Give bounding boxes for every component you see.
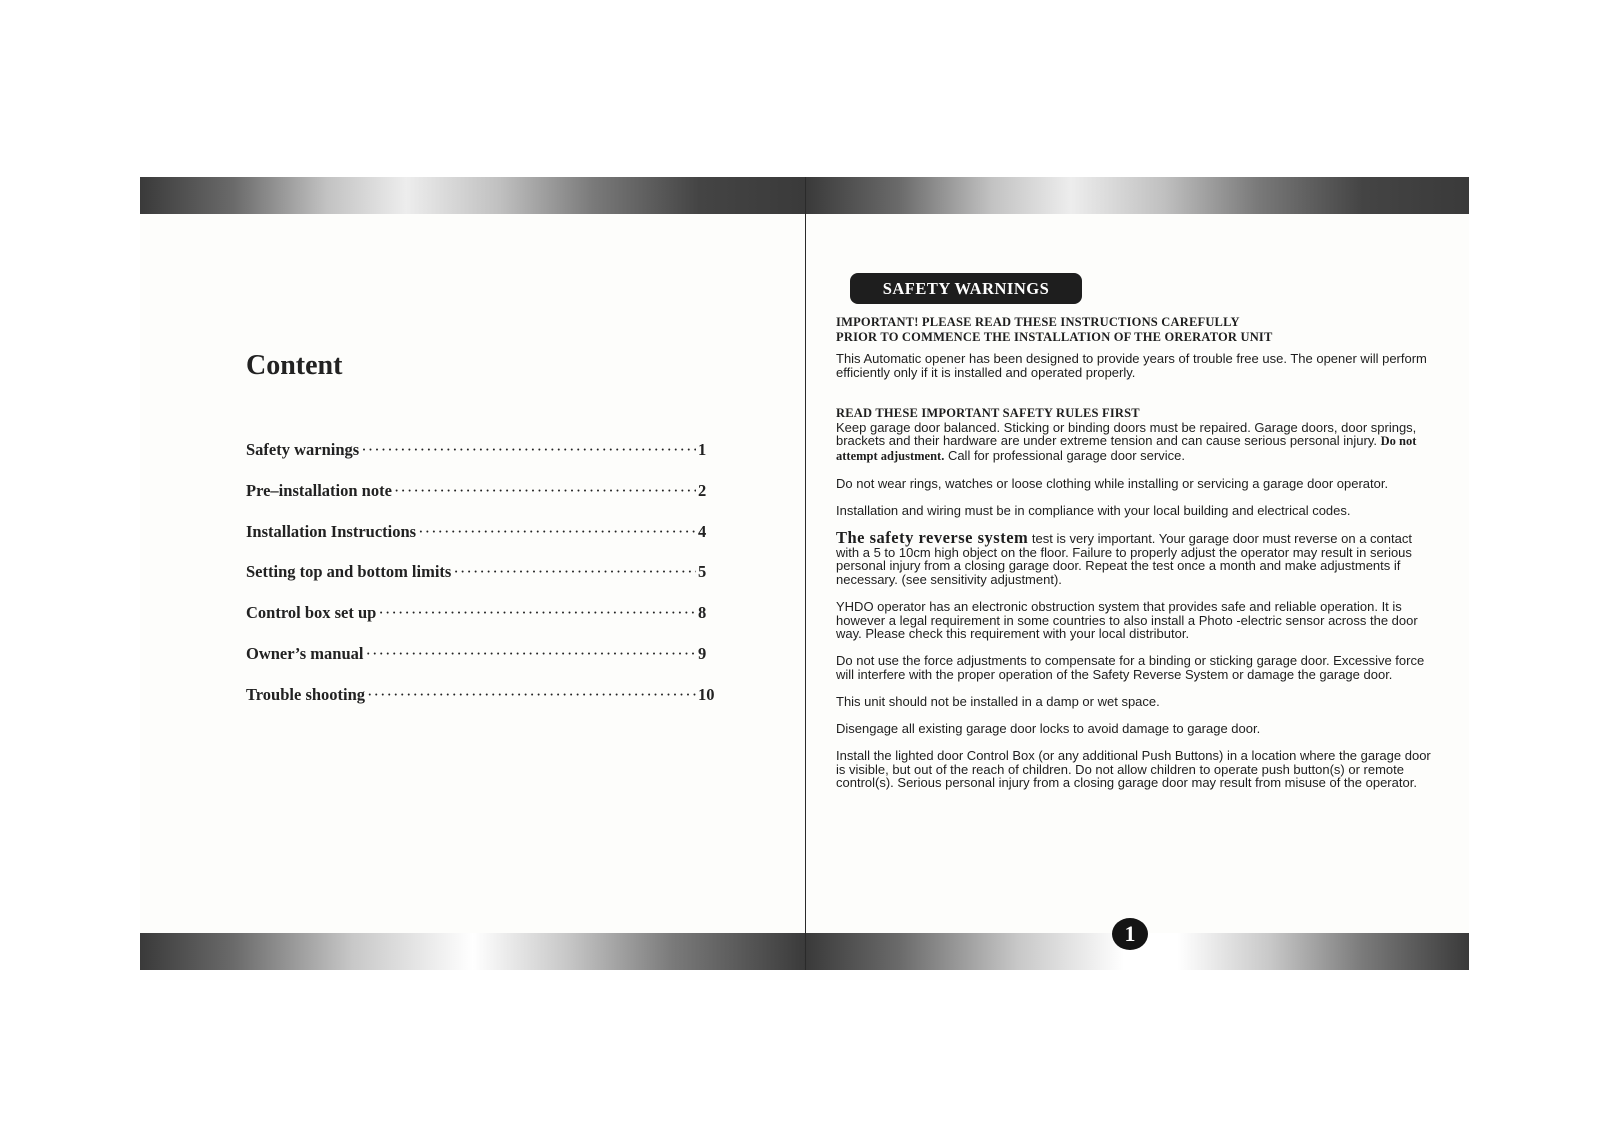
toc-item-label: Installation Instructions (246, 521, 417, 541)
important-notice-line2: PRIOR TO COMMENCE THE INSTALLATION OF THE ORERATOR UNIT (836, 329, 1273, 344)
header-band-right (806, 177, 1469, 214)
toc-item-label: Safety warnings (246, 440, 360, 459)
paragraph-text: Keep garage door balanced. Sticking or binding doors must be repaired. Garage doors, door springs, brackets and their hardware are under extreme tension and can cause serious personal injury. (836, 419, 1417, 449)
toc-leader (418, 522, 696, 542)
important-notice-line1: IMPORTANT! PLEASE READ THESE INSTRUCTIONS CAREFULLY (836, 315, 1240, 329)
toc-leader (378, 603, 696, 623)
footer-band-left (140, 933, 806, 970)
toc-item[interactable] (246, 685, 716, 726)
toc-item-page: 2 (698, 480, 707, 500)
paragraph-safety-reverse (836, 528, 1436, 587)
page-number-badge: 1 (1112, 918, 1148, 950)
toc-item-page: 4 (698, 521, 707, 541)
toc-item[interactable] (246, 644, 716, 685)
paragraph-obstruction: YHDO operator has an electronic obstruction system that provides safe and reliable operation. It is however a legal requirement in some countries to also install a Photo -electric sensor across the door way. Please check this requirement with your local distributor. (836, 599, 1418, 642)
paragraph-locks: Disengage all existing garage door locks to avoid damage to garage door. (836, 721, 1261, 737)
toc-leader (361, 440, 696, 460)
toc-item[interactable] (246, 481, 716, 522)
header-band-left (140, 177, 806, 214)
toc-item-label: Setting top and bottom limits (246, 562, 452, 582)
toc-item-page: 9 (698, 643, 707, 663)
rules-heading: READ THESE IMPORTANT SAFETY RULES FIRST (836, 406, 1140, 421)
toc-item-page: 8 (698, 603, 707, 623)
toc-item-label: Trouble shooting (246, 684, 366, 704)
emphasis-text: The safety reverse system (836, 528, 1029, 548)
toc-item-page: 1 (698, 440, 707, 459)
paragraph-balance (836, 421, 1436, 464)
paragraph-control-box: Install the lighted door Control Box (or any additional Push Buttons) in a location where the garage door is visible, but out of the reach of children. Do not allow children to operate push button(s) or remote control(s). Serious personal injury from a closing garage door may result from misuse of the operator. (836, 748, 1431, 791)
toc-item[interactable] (246, 603, 716, 644)
toc-item[interactable] (246, 440, 716, 481)
toc-leader (394, 481, 696, 501)
toc-leader (453, 562, 696, 582)
toc-item-label: Pre–installation note (246, 480, 392, 500)
table-of-contents (246, 440, 716, 726)
toc-item-label: Owner’s manual (246, 643, 364, 663)
paragraph-damp: This unit should not be installed in a damp or wet space. (836, 694, 1160, 709)
paragraph-text: test is very important. Your garage door must reverse on a contact with a 5 to 10cm high object on the floor. Failure to properly adjust the operator may result in serious personal injury from a closing garage door. Repeat the test once a month and make adjustments if necessary. (see sensitivity adjustment). (836, 531, 1412, 587)
contents-title: Content (246, 350, 343, 381)
safety-warnings-body (836, 315, 1436, 790)
paragraph-force: Do not use the force adjustments to compensate for a binding or sticking garage door. Excessive force will interfere with the proper operation of the Safety Reverse System or damage the garage door. (836, 653, 1425, 682)
toc-item-page: 5 (698, 562, 707, 582)
paragraph-wiring: Installation and wiring must be in compliance with your local building and electrical codes. (836, 503, 1351, 519)
page-spine (805, 177, 806, 970)
paragraph-clothing: Do not wear rings, watches or loose clothing while installing or servicing a garage door operator. (836, 475, 1389, 491)
toc-item[interactable] (246, 522, 716, 563)
toc-leader (365, 644, 696, 664)
toc-leader (367, 685, 696, 705)
intro-paragraph: This Automatic opener has been designed to provide years of trouble free use. The opener will perform efficiently only if it is installed and operated properly. (836, 351, 1427, 380)
paragraph-text: Call for professional garage door service. (944, 447, 1185, 463)
toc-item-page: 10 (698, 684, 715, 704)
toc-item[interactable] (246, 562, 716, 603)
toc-item-label: Control box set up (246, 603, 377, 623)
emphasis-text: Do not attempt adjustment. (836, 434, 1417, 463)
section-label-badge: SAFETY WARNINGS (850, 273, 1082, 304)
